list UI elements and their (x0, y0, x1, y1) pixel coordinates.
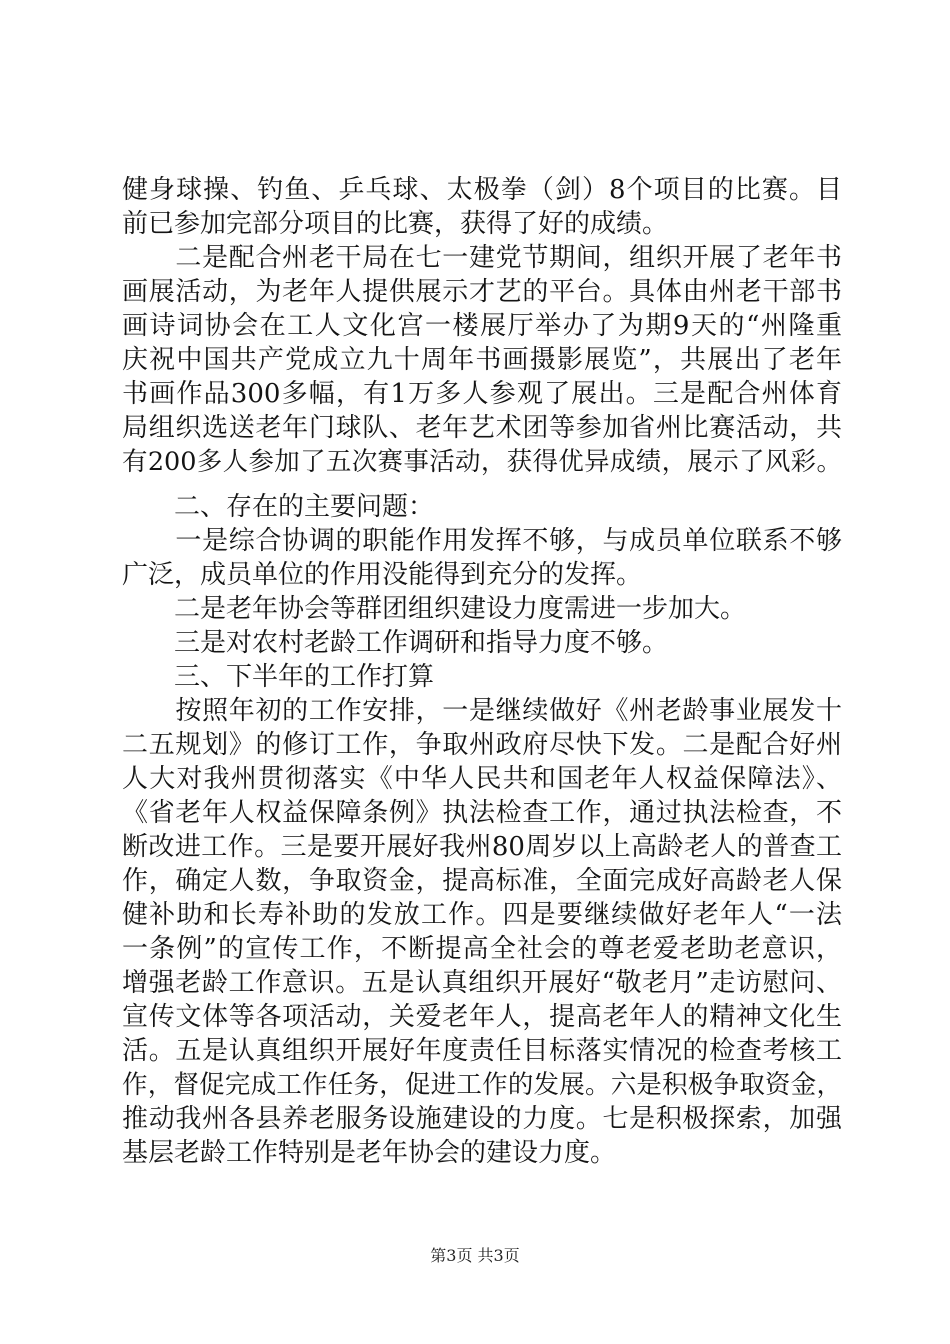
paragraph-line: 前已参加完部分项目的比赛，获得了好的成绩。 (122, 209, 669, 239)
paragraph-line: 断改进工作。三是要开展好我州80周岁以上高龄老人的普查工 (122, 832, 842, 862)
paragraph-line: 庆祝中国共产党成立九十周年书画摄影展览”，共展出了老年 (122, 345, 842, 375)
paragraph-line: 宣传文体等各项活动，关爱老年人，提高老年人的精神文化生 (122, 1002, 842, 1032)
paragraph-line: 二是配合州老干局在七一建党节期间，组织开展了老年书 (122, 243, 842, 273)
paragraph-line: 基层老龄工作特别是老年协会的建设力度。 (122, 1138, 617, 1168)
paragraph-line: 健补助和长寿补助的发放工作。四是要继续做好老年人“一法 (122, 900, 842, 930)
paragraph-line: 作，确定人数，争取资金，提高标准，全面完成好高龄老人保 (122, 866, 842, 896)
paragraph-line: 健身球操、钓鱼、乒乓球、太极拳（剑）8个项目的比赛。目 (122, 175, 842, 205)
paragraph-line: 按照年初的工作安排，一是继续做好《州老龄事业展发十 (122, 696, 842, 726)
paragraph-line: 作，督促完成工作任务，促进工作的发展。六是积极争取资金， (122, 1070, 842, 1100)
section-heading: 三、下半年的工作打算 (122, 662, 435, 692)
paragraph-line: 画展活动，为老年人提供展示才艺的平台。具体由州老干部书 (122, 277, 842, 307)
paragraph-line: 一条例”的宣传工作，不断提高全社会的尊老爱老助老意识， (122, 934, 842, 964)
paragraph-line: 二五规划》的修订工作，争取州政府尽快下发。二是配合好州 (122, 730, 842, 760)
paragraph-line: 画诗词协会在工人文化宫一楼展厅举办了为期9天的“州隆重 (122, 311, 842, 341)
paragraph-line: 人大对我州贯彻落实《中华人民共和国老年人权益保障法》、 (122, 764, 842, 794)
paragraph-line: 三是对农村老龄工作调研和指导力度不够。 (122, 628, 669, 658)
paragraph-line: 有200多人参加了五次赛事活动，获得优异成绩，展示了风彩。 (122, 447, 842, 477)
paragraph-line: 活。五是认真组织开展好年度责任目标落实情况的检查考核工 (122, 1036, 842, 1066)
paragraph-line: 广泛，成员单位的作用没能得到充分的发挥。 (122, 560, 643, 590)
paragraph-line: 增强老龄工作意识。五是认真组织开展好“敬老月”走访慰问、 (122, 968, 842, 998)
paragraph-line: 二是老年协会等群团组织建设力度需进一步加大。 (122, 594, 747, 624)
paragraph-line: 局组织选送老年门球队、老年艺术团等参加省州比赛活动，共 (122, 413, 842, 443)
page-footer: 第3页 共3页 (430, 1246, 520, 1265)
paragraph-line: 《省老年人权益保障条例》执法检查工作，通过执法检查，不 (122, 798, 842, 828)
paragraph-line: 推动我州各县养老服务设施建设的力度。七是积极探索，加强 (122, 1104, 842, 1134)
paragraph-line: 书画作品300多幅，有1万多人参观了展出。三是配合州体育 (122, 379, 842, 409)
section-heading: 二、存在的主要问题： (122, 492, 435, 522)
paragraph-line: 一是综合协调的职能作用发挥不够，与成员单位联系不够 (122, 526, 842, 556)
